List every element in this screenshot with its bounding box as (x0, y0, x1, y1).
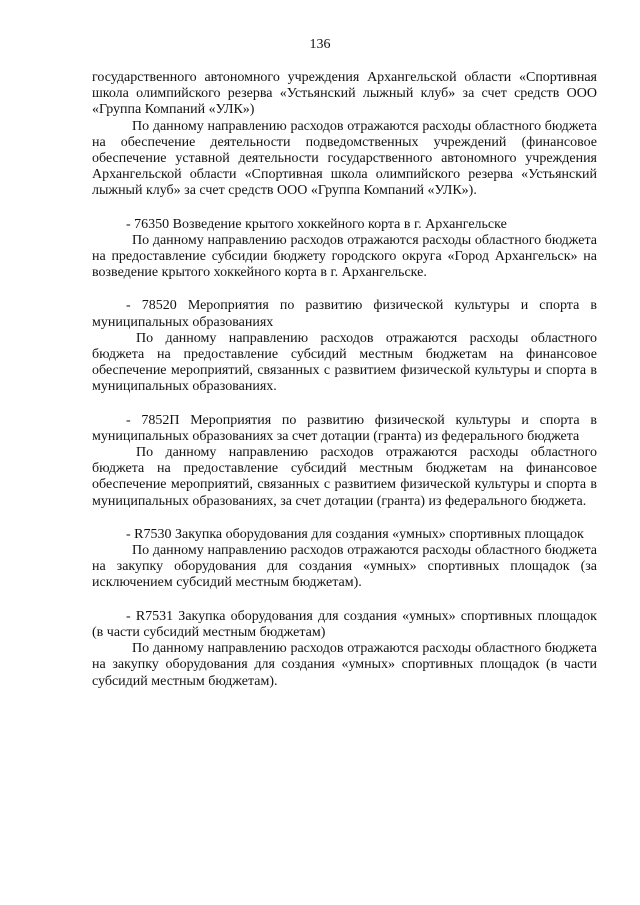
page-number: 136 (309, 37, 331, 52)
paragraph-7852P: По данному направлению расходов отражаются расходы областного бюджета на предоставление субсидий местным бюджетам на финансовое обеспечение мероприятий, связанных с развитием физической культуры и спорта в муниципальных образованиях, за счет дотации (гранта) из федерального бюджета. (92, 445, 597, 509)
spacer (92, 200, 597, 217)
paragraph-78520: По данному направлению расходов отражаются расходы областного бюджета на предоставление субсидий местным бюджетам на финансовое обеспечение мероприятий, связанных с развитием физической культуры и спорта в муниципальных образованиях. (92, 330, 597, 395)
spacer (92, 592, 597, 609)
spacer (92, 281, 597, 298)
spacer (92, 396, 597, 413)
heading-R7530: - R7530 Закупка оборудования для создания «умных» спортивных площадок (126, 526, 584, 542)
document-body (92, 70, 597, 690)
heading-R7531: - R7531 Закупка оборудования для создания «умных» спортивных площадок (в части субсидий местным бюджетам) (92, 608, 597, 640)
paragraph-R7531: По данному направлению расходов отражаются расходы областного бюджета на закупку оборудования для создания «умных» спортивных площадок (в части субсидий местным бюджетам). (92, 641, 597, 689)
paragraph-R7530: По данному направлению расходов отражаются расходы областного бюджета на закупку оборудования для создания «умных» спортивных площадок (за исключением субсидий местным бюджетам). (92, 543, 597, 591)
heading-7852P: - 7852П Мероприятия по развитию физической культуры и спорта в муниципальных образованиях за счет дотации (гранта) из федерального бюджета (92, 412, 597, 444)
spacer (92, 510, 597, 527)
paragraph-76350: По данному направлению расходов отражаются расходы областного бюджета на предоставление субсидии бюджету городского округа «Город Архангельск» на возведение крытого хоккейного корта в г. Архангельске. (92, 232, 597, 281)
heading-76350: - 76350 Возведение крытого хоккейного корта в г. Архангельске (126, 216, 507, 232)
heading-78520: - 78520 Мероприятия по развитию физической культуры и спорта в муниципальных образованиях (92, 298, 597, 330)
paragraph-subordinate-institutions: По данному направлению расходов отражаются расходы областного бюджета на обеспечение деятельности подведомственных учреждений (финансовое обеспечение уставной деятельности государственного автономного учреждения Архангельской области «Спортивная школа олимпийского резерва «Устьянский лыжный клуб» за счет средств ООО «Группа Компаний «УЛК»). (92, 118, 597, 199)
paragraph-continuation: государственного автономного учреждения Архангельской области «Спортивная школа олимпийского резерва «Устьянский лыжный клуб» за счет средств ООО «Группа Компаний «УЛК») (92, 70, 597, 118)
